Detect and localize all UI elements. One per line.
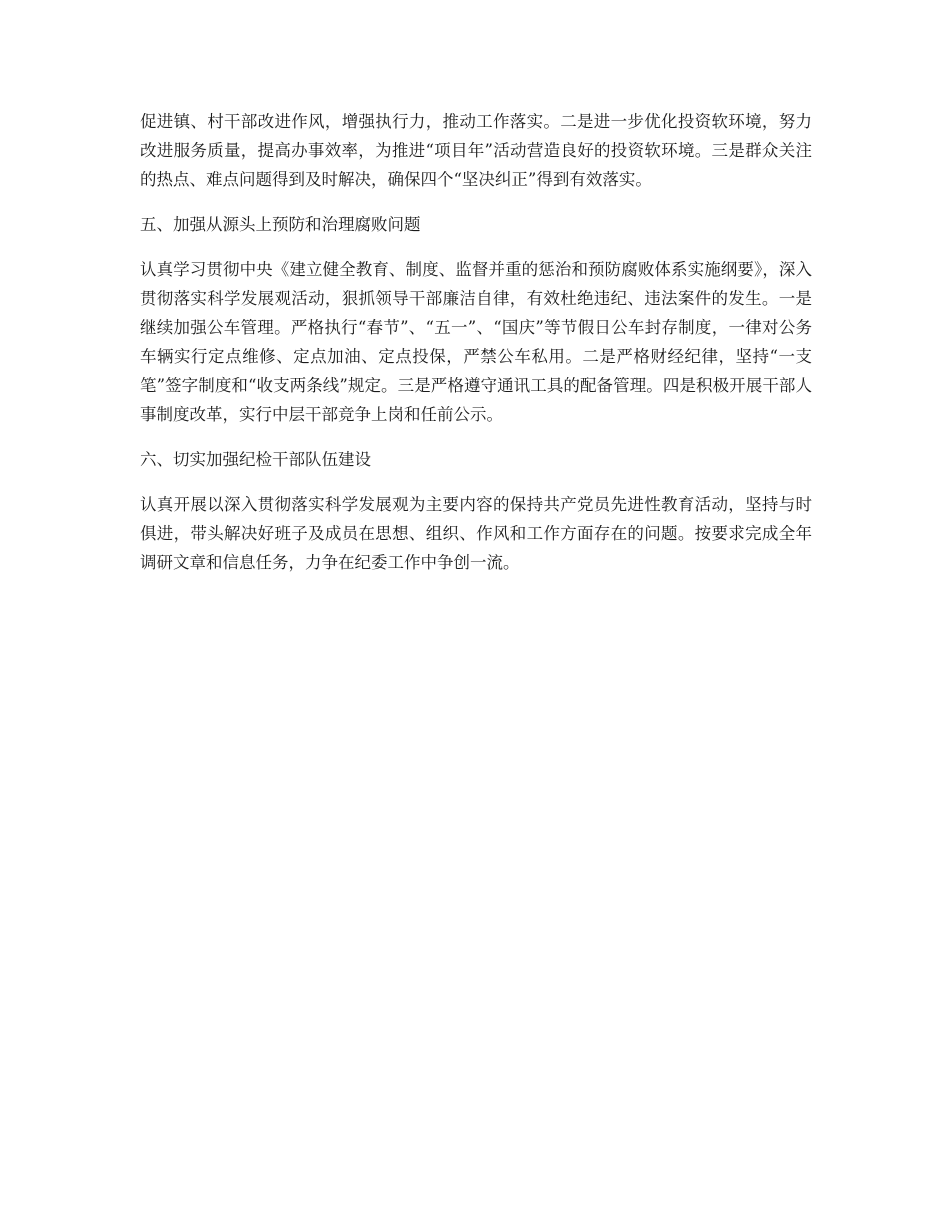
- document-body: [140, 107, 812, 593]
- paragraph-continuation: 促进镇、村干部改进作风，增强执行力，推动工作落实。二是进一步优化投资软环境，努力改进服务质量，提高办事效率，为推进“项目年”活动营造良好的投资软环境。三是群众关注的热点、难点问题得到及时解决，确保四个“坚决纠正”得到有效落实。: [140, 112, 812, 189]
- section-heading-5: 五、加强从源头上预防和治理腐败问题: [140, 215, 421, 234]
- section-heading-6: 六、切实加强纪检干部队伍建设: [140, 450, 371, 469]
- paragraph-section-6: 认真开展以深入贯彻落实科学发展观为主要内容的保持共产党员先进性教育活动，坚持与时俱进，带头解决好班子及成员在思想、组织、作风和工作方面存在的问题。按要求完成全年调研文章和信息任务，力争在纪委工作中争创一流。: [140, 495, 812, 572]
- paragraph-section-5: 认真学习贯彻中央《建立健全教育、制度、监督并重的惩治和预防腐败体系实施纲要》，深入贯彻落实科学发展观活动，狠抓领导干部廉洁自律，有效杜绝违纪、违法案件的发生。一是继续加强公车管理。严格执行“春节”、“五一”、“国庆”等节假日公车封存制度，一律对公务车辆实行定点维修、定点加油、定点投保，严禁公车私用。二是严格财经纪律，坚持“一支笔”签字制度和“收支两条线”规定。三是严格遵守通讯工具的配备管理。四是积极开展干部人事制度改革，实行中层干部竞争上岗和任前公示。: [140, 260, 812, 424]
